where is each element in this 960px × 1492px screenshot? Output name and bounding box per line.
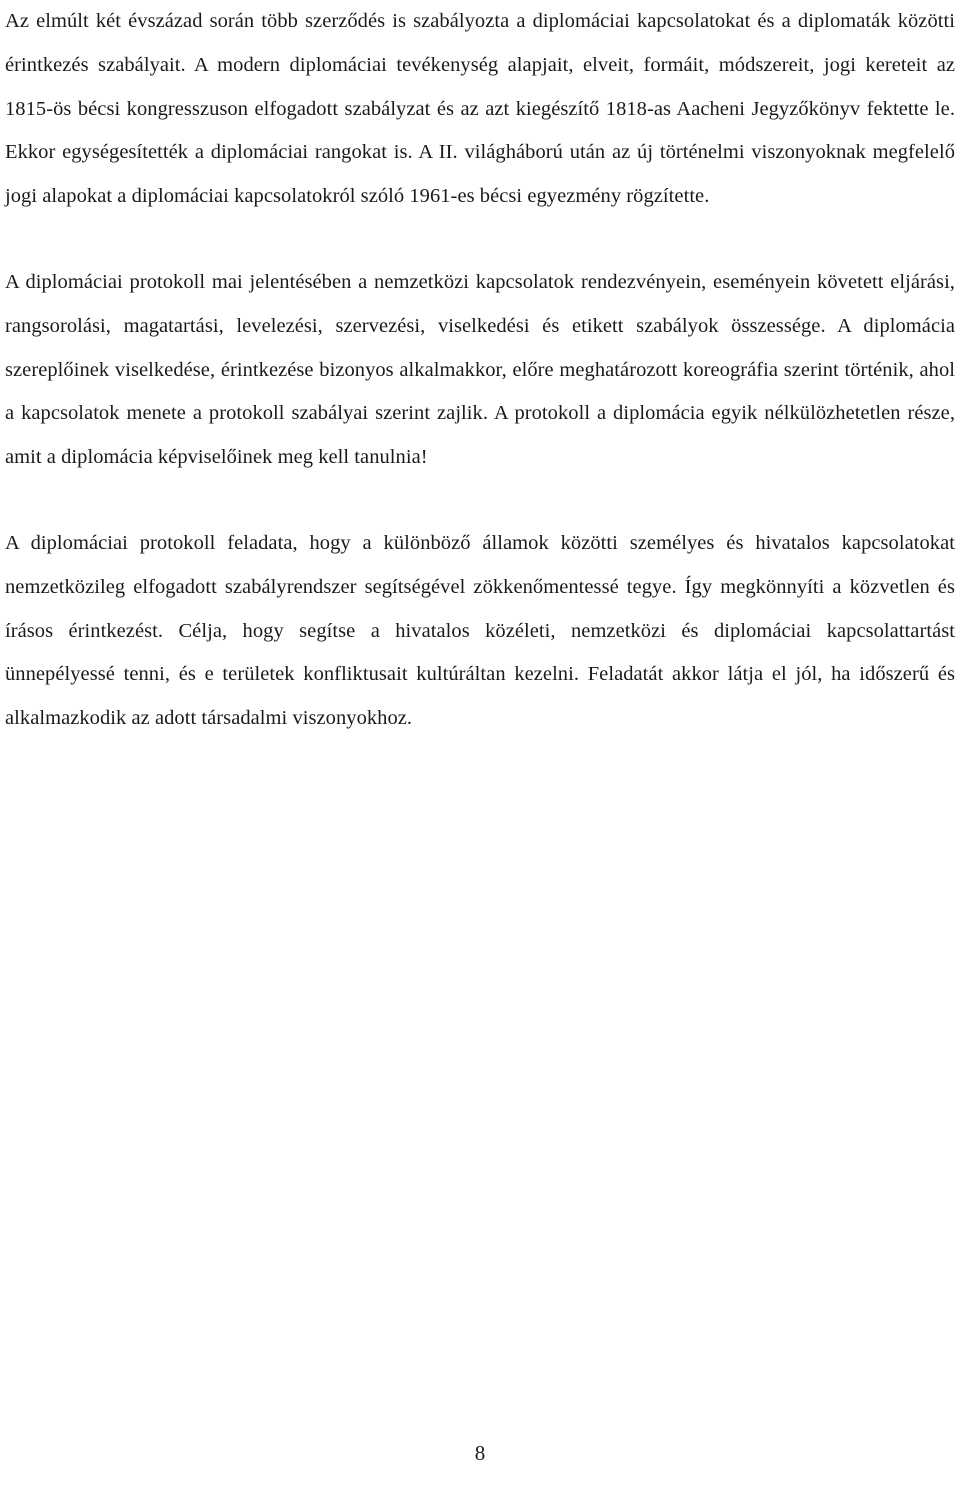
paragraph-diplomatic-history: Az elmúlt két évszázad során több szerződés is szabályozta a diplomáciai kapcsolatokat és a diplomaták közötti érintkezés szabályait. A modern diplomáciai tevékenység alapjait, elveit, formáit, módszereit, jogi kereteit az 1815-ös bécsi kongresszuson elfogadott szabályzat és az azt kiegészítő 1818-as Aacheni Jegyzőkönyv fektette le. Ekkor egységesítették a diplomáciai rangokat is. A II. világháború után az új történelmi viszonyoknak megfelelő jogi alapokat a diplomáciai kapcsolatokról szóló 1961-es bécsi egyezmény rögzítette. xyxy=(5,10,955,208)
paragraph-protocol-purpose: A diplomáciai protokoll feladata, hogy a különböző államok közötti személyes és hivatalos kapcsolatokat nemzetközileg elfogadott szabályrendszer segítségével zökkenőmentessé tegye. Így megkönnyíti a közvetlen és írásos érintkezést. Célja, hogy segítse a hivatalos közéleti, nemzetközi és diplomáciai kapcsolattartást ünnepélyessé tenni, és e területek konfliktusait kultúráltan kezelni. Feladatát akkor látja el jól, ha időszerű és alkalmazkodik az adott társadalmi viszonyokhoz. xyxy=(5,531,955,730)
page-number: 8 xyxy=(474,1441,486,1465)
document-page xyxy=(5,0,955,741)
paragraph-protocol-definition: A diplomáciai protokoll mai jelentésében a nemzetközi kapcsolatok rendezvényein, eseményein követett eljárási, rangsorolási, magatartási, levelezési, szervezési, viselkedési és etikett szabályok összessége. A diplomácia szereplőinek viselkedése, érintkezése bizonyos alkalmakkor, előre meghatározott koreográfia szerint történik, ahol a kapcsolatok menete a protokoll szabályai szerint zajlik. A protokoll a diplomácia egyik nélkülözhetetlen része, amit a diplomácia képviselőinek meg kell tanulnia! xyxy=(5,270,955,469)
